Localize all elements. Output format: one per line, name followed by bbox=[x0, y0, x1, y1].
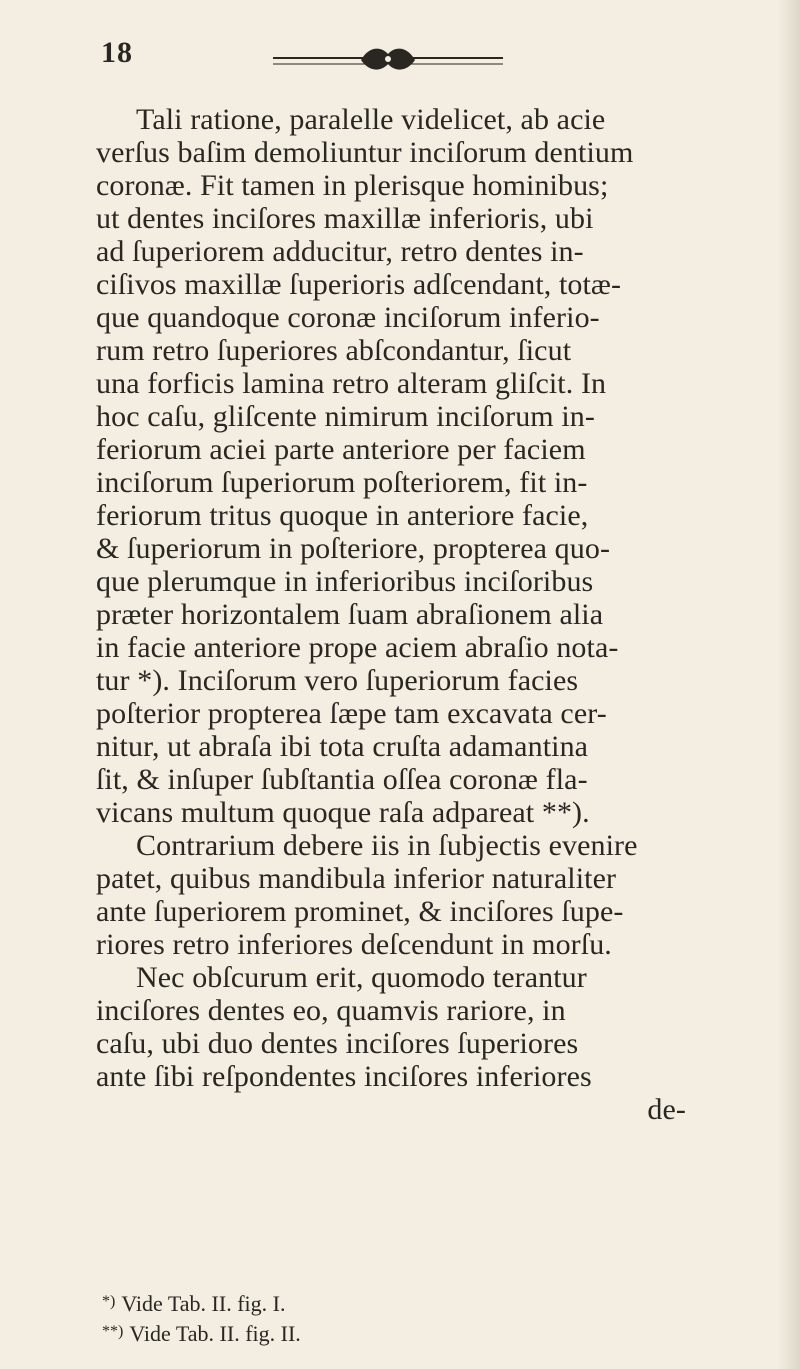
text-line: inciſorum ſuperiorum poſteriorem, fit in- bbox=[96, 466, 588, 499]
footnote-text: Vide Tab. II. fig. I. bbox=[121, 1291, 286, 1316]
footnote-mark: *) bbox=[102, 1293, 116, 1310]
text-line: vicans multum quoque raſa adpareat **). bbox=[96, 796, 590, 829]
text-line: nitur, ut abraſa ibi tota cruſta adamantina bbox=[96, 730, 589, 763]
footnotes bbox=[102, 1288, 301, 1348]
text-line: in facie anteriore prope aciem abraſio nota- bbox=[96, 631, 619, 664]
text-line: ſit, & inſuper ſubſtantia oſſea coronæ fla- bbox=[96, 763, 588, 796]
footnote-text: Vide Tab. II. fig. II. bbox=[129, 1321, 301, 1346]
text-line: feriorum tritus quoque in anteriore facie, bbox=[96, 499, 589, 532]
text-line: hoc caſu, gliſcente nimirum inciſorum in- bbox=[96, 400, 595, 433]
text-line: una forficis lamina retro alteram gliſcit. In bbox=[96, 367, 607, 400]
body-text bbox=[96, 103, 696, 1126]
text-line: poſterior propterea ſæpe tam excavata cer- bbox=[96, 697, 607, 730]
text-line: patet, quibus mandibula inferior naturaliter bbox=[96, 862, 617, 895]
footnote bbox=[102, 1288, 301, 1318]
text-line: verſus baſim demoliuntur inciſorum dentium bbox=[96, 136, 634, 169]
footnote bbox=[102, 1318, 301, 1348]
text-line: Tali ratione, paralelle videlicet, ab acie bbox=[136, 103, 606, 136]
text-line: feriorum aciei parte anteriore per faciem bbox=[96, 433, 586, 466]
text-line: ad ſuperiorem adducitur, retro dentes in- bbox=[96, 235, 584, 268]
text-line: caſu, ubi duo dentes inciſores ſuperiores bbox=[96, 1027, 579, 1060]
page-number: 18 bbox=[101, 36, 133, 69]
page-edge-shadow bbox=[778, 0, 800, 1369]
text-line: ut dentes inciſores maxillæ inferioris, ubi bbox=[96, 202, 594, 235]
text-line: & ſuperiorum in poſteriore, propterea quo- bbox=[96, 532, 611, 565]
footnote-mark: **) bbox=[102, 1323, 124, 1340]
text-line: ante ſibi reſpondentes inciſores inferiores bbox=[96, 1060, 592, 1093]
text-line: Contrarium debere iis in ſubjectis evenire bbox=[136, 829, 638, 862]
text-line: ante ſuperiorem prominet, & inciſores ſupe- bbox=[96, 895, 624, 928]
text-line: inciſores dentes eo, quamvis rariore, in bbox=[96, 994, 566, 1027]
text-line: ciſivos maxillæ ſuperioris adſcendant, totæ- bbox=[96, 268, 622, 301]
text-line: que plerumque in inferioribus inciſoribus bbox=[96, 565, 594, 598]
text-line: tur *). Inciſorum vero ſuperiorum facies bbox=[96, 664, 579, 697]
text-line: rum retro ſuperiores abſcondantur, ſicut bbox=[96, 334, 572, 367]
text-line: præter horizontalem ſuam abraſionem alia bbox=[96, 598, 604, 631]
text-line: coronæ. Fit tamen in plerisque hominibus; bbox=[96, 169, 609, 202]
text-line: Nec obſcurum erit, quomodo terantur bbox=[136, 961, 587, 994]
catchword: de- bbox=[647, 1093, 686, 1126]
text-line: riores retro inferiores deſcendunt in morſu. bbox=[96, 928, 612, 961]
header-ornament bbox=[273, 44, 503, 74]
text-line: que quandoque coronæ inciſorum inferio- bbox=[96, 301, 600, 334]
